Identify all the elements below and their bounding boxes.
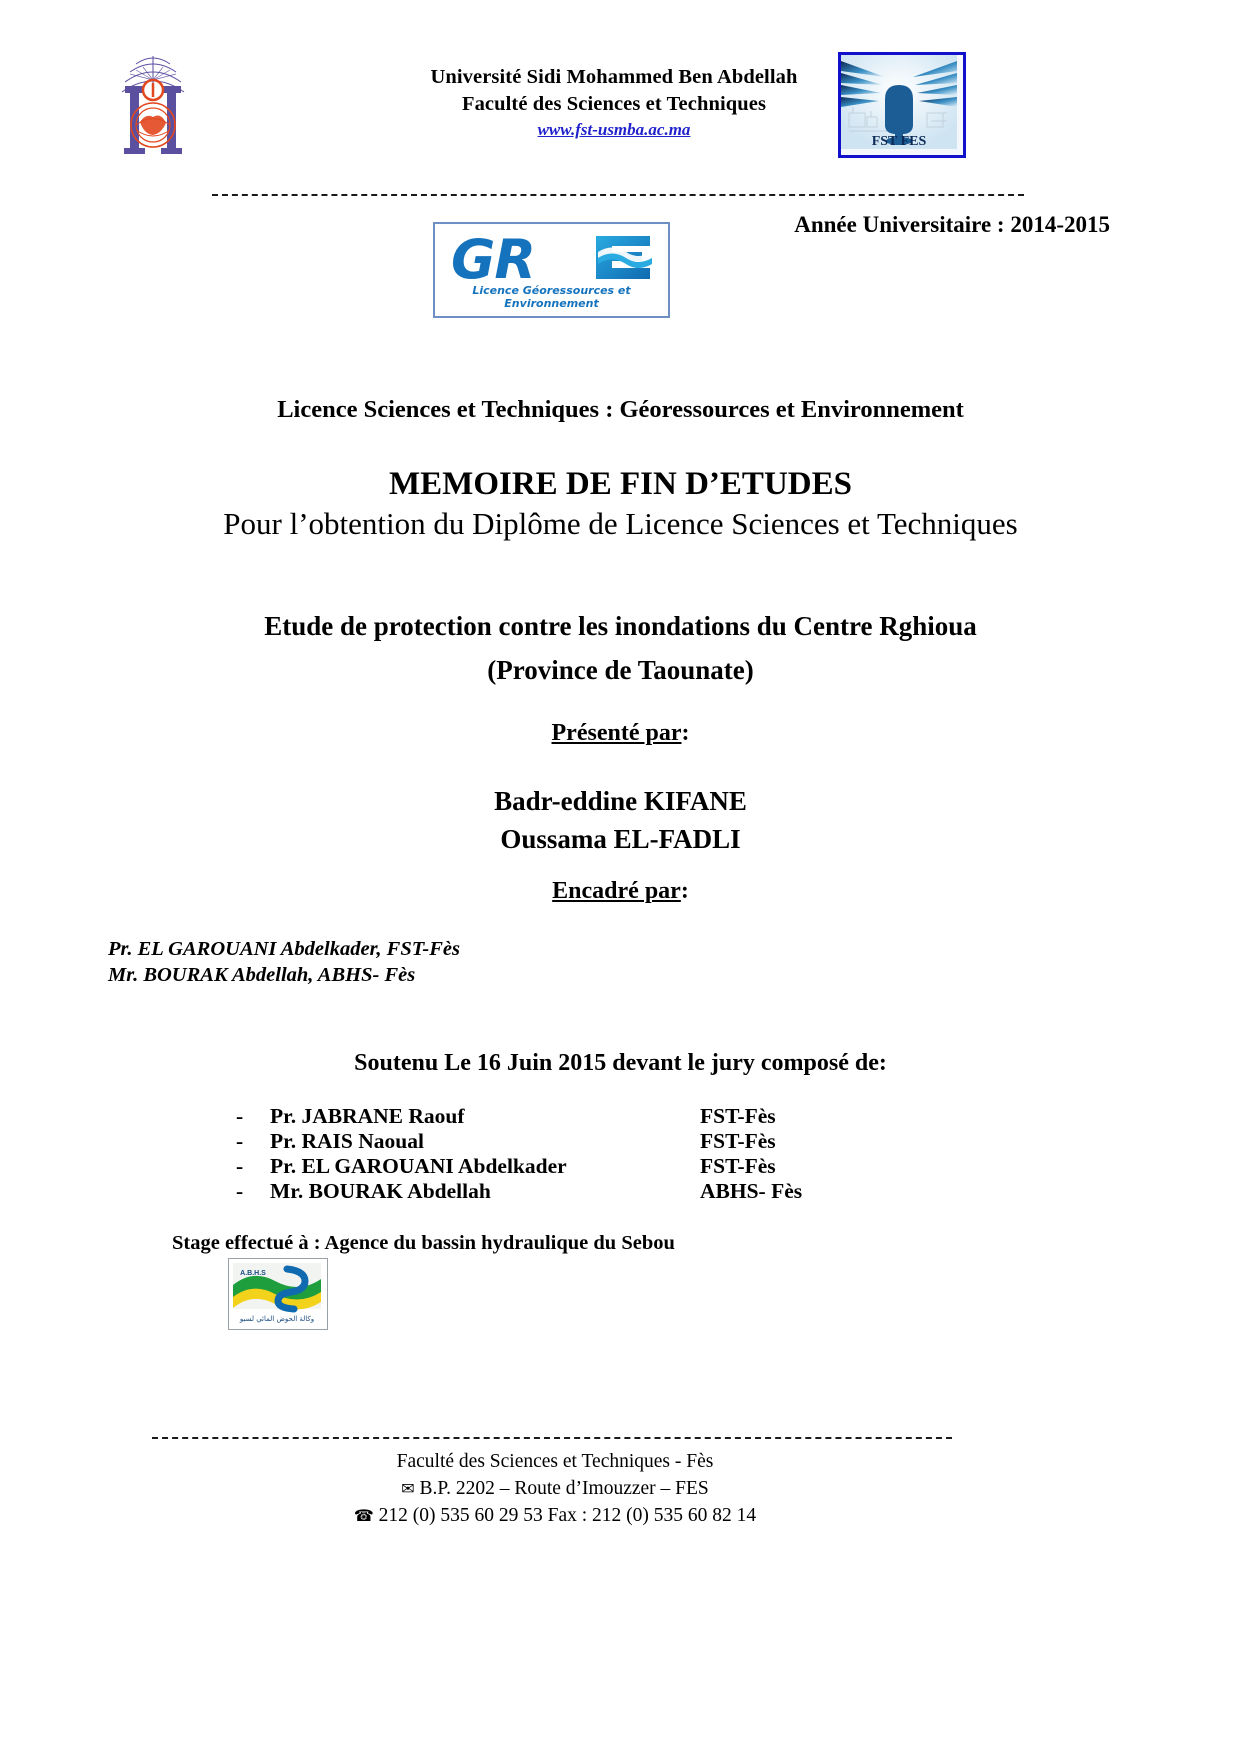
internship-line: Stage effectué à : Agence du bassin hydraulique du Sebou (172, 1232, 675, 1254)
gre-logo-word: GR (451, 228, 535, 291)
supervisor-entry: Pr. EL GAROUANI Abdelkader, FST-Fès (108, 938, 460, 960)
fst-fes-logo (838, 52, 966, 158)
gre-logo-subtitle: Licence Géoressources et Environnement (472, 284, 631, 310)
footer-faculty: Faculté des Sciences et Techniques - Fès (396, 1451, 714, 1472)
thesis-subject (0, 604, 1241, 692)
supervisor-list (108, 936, 460, 988)
jury-bullet: - (236, 1129, 244, 1153)
defense-line: Soutenu Le 16 Juin 2015 devant le jury composé de: (354, 1050, 887, 1076)
supervised-by-label-text: Encadré par (552, 878, 681, 904)
footer-address: B.P. 2202 – Route d’Imouzzer – FES (419, 1478, 709, 1499)
jury-member-name: Pr. RAIS Naoual (270, 1129, 424, 1153)
jury-member-row (236, 1179, 876, 1204)
jury-list (236, 1104, 876, 1204)
gre-logo-e-icon (592, 232, 656, 284)
footer-phone-row (0, 1502, 1110, 1529)
jury-member-name: Mr. BOURAK Abdellah (270, 1179, 491, 1203)
footer-divider (152, 1437, 952, 1439)
usmba-crest-logo (110, 50, 196, 162)
thesis-subject-line-2: (Province de Taounate) (487, 655, 754, 685)
supervisor-entry: Mr. BOURAK Abdellah, ABHS- Fès (108, 964, 416, 986)
envelope-icon: ✉ (401, 1479, 415, 1498)
jury-member-name: Pr. EL GAROUANI Abdelkader (270, 1154, 567, 1178)
abhs-logo (228, 1258, 328, 1330)
document-footer (0, 1448, 1110, 1529)
document-type-title: MEMOIRE DE FIN D’ETUDES (389, 466, 852, 502)
program-line: Licence Sciences et Techniques : Géoressources et Environnement (277, 396, 964, 423)
jury-member-row (236, 1104, 876, 1129)
jury-member-row (236, 1129, 876, 1154)
faculty-name: Faculté des Sciences et Techniques (461, 93, 767, 115)
fst-fes-logo-text: FST FES (871, 134, 927, 149)
abhs-logo-arabic: وكالة الحوض المائي لسبو (239, 1315, 315, 1323)
gre-program-logo (433, 222, 670, 318)
academic-year: Année Universitaire : 2014-2015 (794, 212, 1110, 237)
author-name: Badr-eddine KIFANE (494, 786, 747, 816)
jury-bullet: - (236, 1104, 244, 1128)
faculty-website-link[interactable]: www.fst-usmba.ac.ma (537, 120, 691, 139)
telephone-icon: ☎ (353, 1506, 374, 1525)
thesis-subject-line-1: Etude de protection contre les inondations du Centre Rghioua (264, 611, 977, 641)
document-type-subtitle: Pour l’obtention du Diplôme de Licence Sciences et Techniques (223, 506, 1018, 541)
author-name: Oussama EL-FADLI (500, 824, 741, 854)
presented-by-colon: : (681, 720, 690, 746)
footer-address-row (0, 1475, 1110, 1502)
jury-member-affiliation: FST-Fès (700, 1104, 776, 1128)
jury-member-affiliation: FST-Fès (700, 1154, 776, 1178)
jury-member-affiliation: ABHS- Fès (700, 1179, 803, 1203)
jury-member-affiliation: FST-Fès (700, 1129, 776, 1153)
jury-bullet: - (236, 1154, 244, 1178)
supervised-by-colon: : (680, 878, 689, 904)
jury-member-row (236, 1154, 876, 1179)
presented-by-label-text: Présenté par (551, 720, 682, 746)
header-divider (212, 194, 1024, 196)
jury-bullet: - (236, 1179, 244, 1203)
university-name: Université Sidi Mohammed Ben Abdellah (430, 66, 798, 88)
document-header (104, 44, 1144, 237)
abhs-logo-label: A.B.H.S (240, 1270, 266, 1277)
presented-by-label (0, 720, 1241, 747)
author-list (0, 782, 1241, 858)
jury-member-name: Pr. JABRANE Raouf (270, 1104, 465, 1128)
supervised-by-label (0, 878, 1241, 905)
footer-phone: 212 (0) 535 60 29 53 Fax : 212 (0) 535 60 82 14 (378, 1505, 757, 1526)
